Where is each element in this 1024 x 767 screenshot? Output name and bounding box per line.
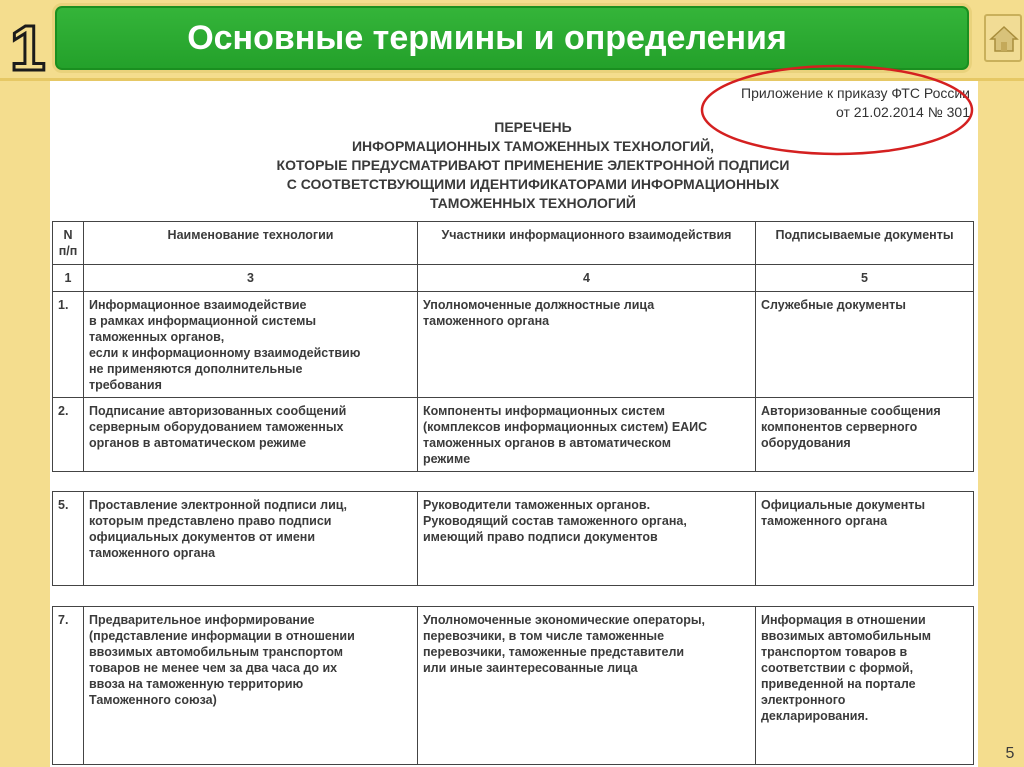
- column-number: 3: [84, 265, 418, 292]
- row-number: 1.: [53, 292, 84, 398]
- heading-line: ПЕРЕЧЕНЬ: [494, 119, 572, 135]
- heading-line: КОТОРЫЕ ПРЕДУСМАТРИВАЮТ ПРИМЕНЕНИЕ ЭЛЕКТРОННОЙ ПОДПИСИ: [276, 157, 790, 173]
- home-button[interactable]: [984, 14, 1022, 62]
- row-documents: Официальные документы таможенного органа: [756, 492, 974, 586]
- row-documents: Авторизованные сообщения компонентов серверного оборудования: [756, 398, 974, 472]
- slide-section-number: 1: [10, 12, 46, 84]
- table-row: [53, 292, 974, 398]
- column-number: 4: [418, 265, 756, 292]
- row-documents: Служебные документы: [756, 292, 974, 398]
- page-title: Основные термины и определения: [187, 19, 787, 57]
- table-row: [53, 492, 974, 586]
- frame-left-bar: [0, 0, 50, 767]
- row-participants: Уполномоченные экономические операторы, перевозчики, в том числе таможенные перевозчики, таможенные представители или иные заинтересованные лица: [418, 607, 756, 765]
- technologies-table-fragment: [52, 606, 974, 765]
- column-number: 5: [756, 265, 974, 292]
- header-cell-documents: Подписываемые документы: [756, 222, 974, 265]
- heading-line: С СООТВЕТСТВУЮЩИМИ ИДЕНТИФИКАТОРАМИ ИНФОРМАЦИОННЫХ: [286, 176, 780, 192]
- appendix-line-2: от 21.02.2014 № 301: [835, 104, 970, 120]
- column-number: 1: [53, 265, 84, 292]
- technologies-table: [52, 221, 974, 472]
- home-icon: [989, 24, 1019, 54]
- table-header-row: [53, 222, 974, 265]
- row-number: 5.: [53, 492, 84, 586]
- row-documents: Информация в отношении ввозимых автомобильным транспортом товаров в соответствии с формой, приведенной на портале электронного декларирования.: [756, 607, 974, 765]
- row-technology: Информационное взаимодействие в рамках информационной системы таможенных органов, если к информационному взаимодействию не применяются дополнительные требования: [84, 292, 418, 398]
- heading-line: ТАМОЖЕННЫХ ТЕХНОЛОГИЙ: [430, 195, 636, 211]
- technologies-table-fragment: [52, 491, 974, 586]
- table-row: [53, 607, 974, 765]
- row-participants: Уполномоченные должностные лица таможенного органа: [418, 292, 756, 398]
- row-technology: Подписание авторизованных сообщений серверным оборудованием таможенных органов в автоматическом режиме: [84, 398, 418, 472]
- row-technology: Предварительное информирование (представление информации в отношении ввозимых автомобильным транспортом товаров не менее чем за два часа до их ввоза на таможенную территорию Таможенного союза): [84, 607, 418, 765]
- row-technology: Проставление электронной подписи лиц, которым представлено право подписи официальных документов от имени таможенного органа: [84, 492, 418, 586]
- heading-line: ИНФОРМАЦИОННЫХ ТАМОЖЕННЫХ ТЕХНОЛОГИЙ,: [351, 138, 715, 154]
- header-cell-participants: Участники информационного взаимодействия: [418, 222, 756, 265]
- page-number: 5: [1005, 745, 1015, 762]
- list-heading: [190, 118, 876, 213]
- row-participants: Руководители таможенных органов. Руководящий состав таможенного органа, имеющий право подписи документов: [418, 492, 756, 586]
- appendix-line-1: Приложение к приказу ФТС России: [741, 85, 970, 101]
- row-number: 2.: [53, 398, 84, 472]
- row-number: 7.: [53, 607, 84, 765]
- column-numbers-row: [53, 265, 974, 292]
- table-row: [53, 398, 974, 472]
- row-participants: Компоненты информационных систем (комплексов информационных систем) ЕАИС таможенных органов в автоматическом режиме: [418, 398, 756, 472]
- frame-right-bar: [978, 0, 1024, 767]
- header-cell-number: N п/п: [53, 222, 84, 265]
- header-cell-technology: Наименование технологии: [84, 222, 418, 265]
